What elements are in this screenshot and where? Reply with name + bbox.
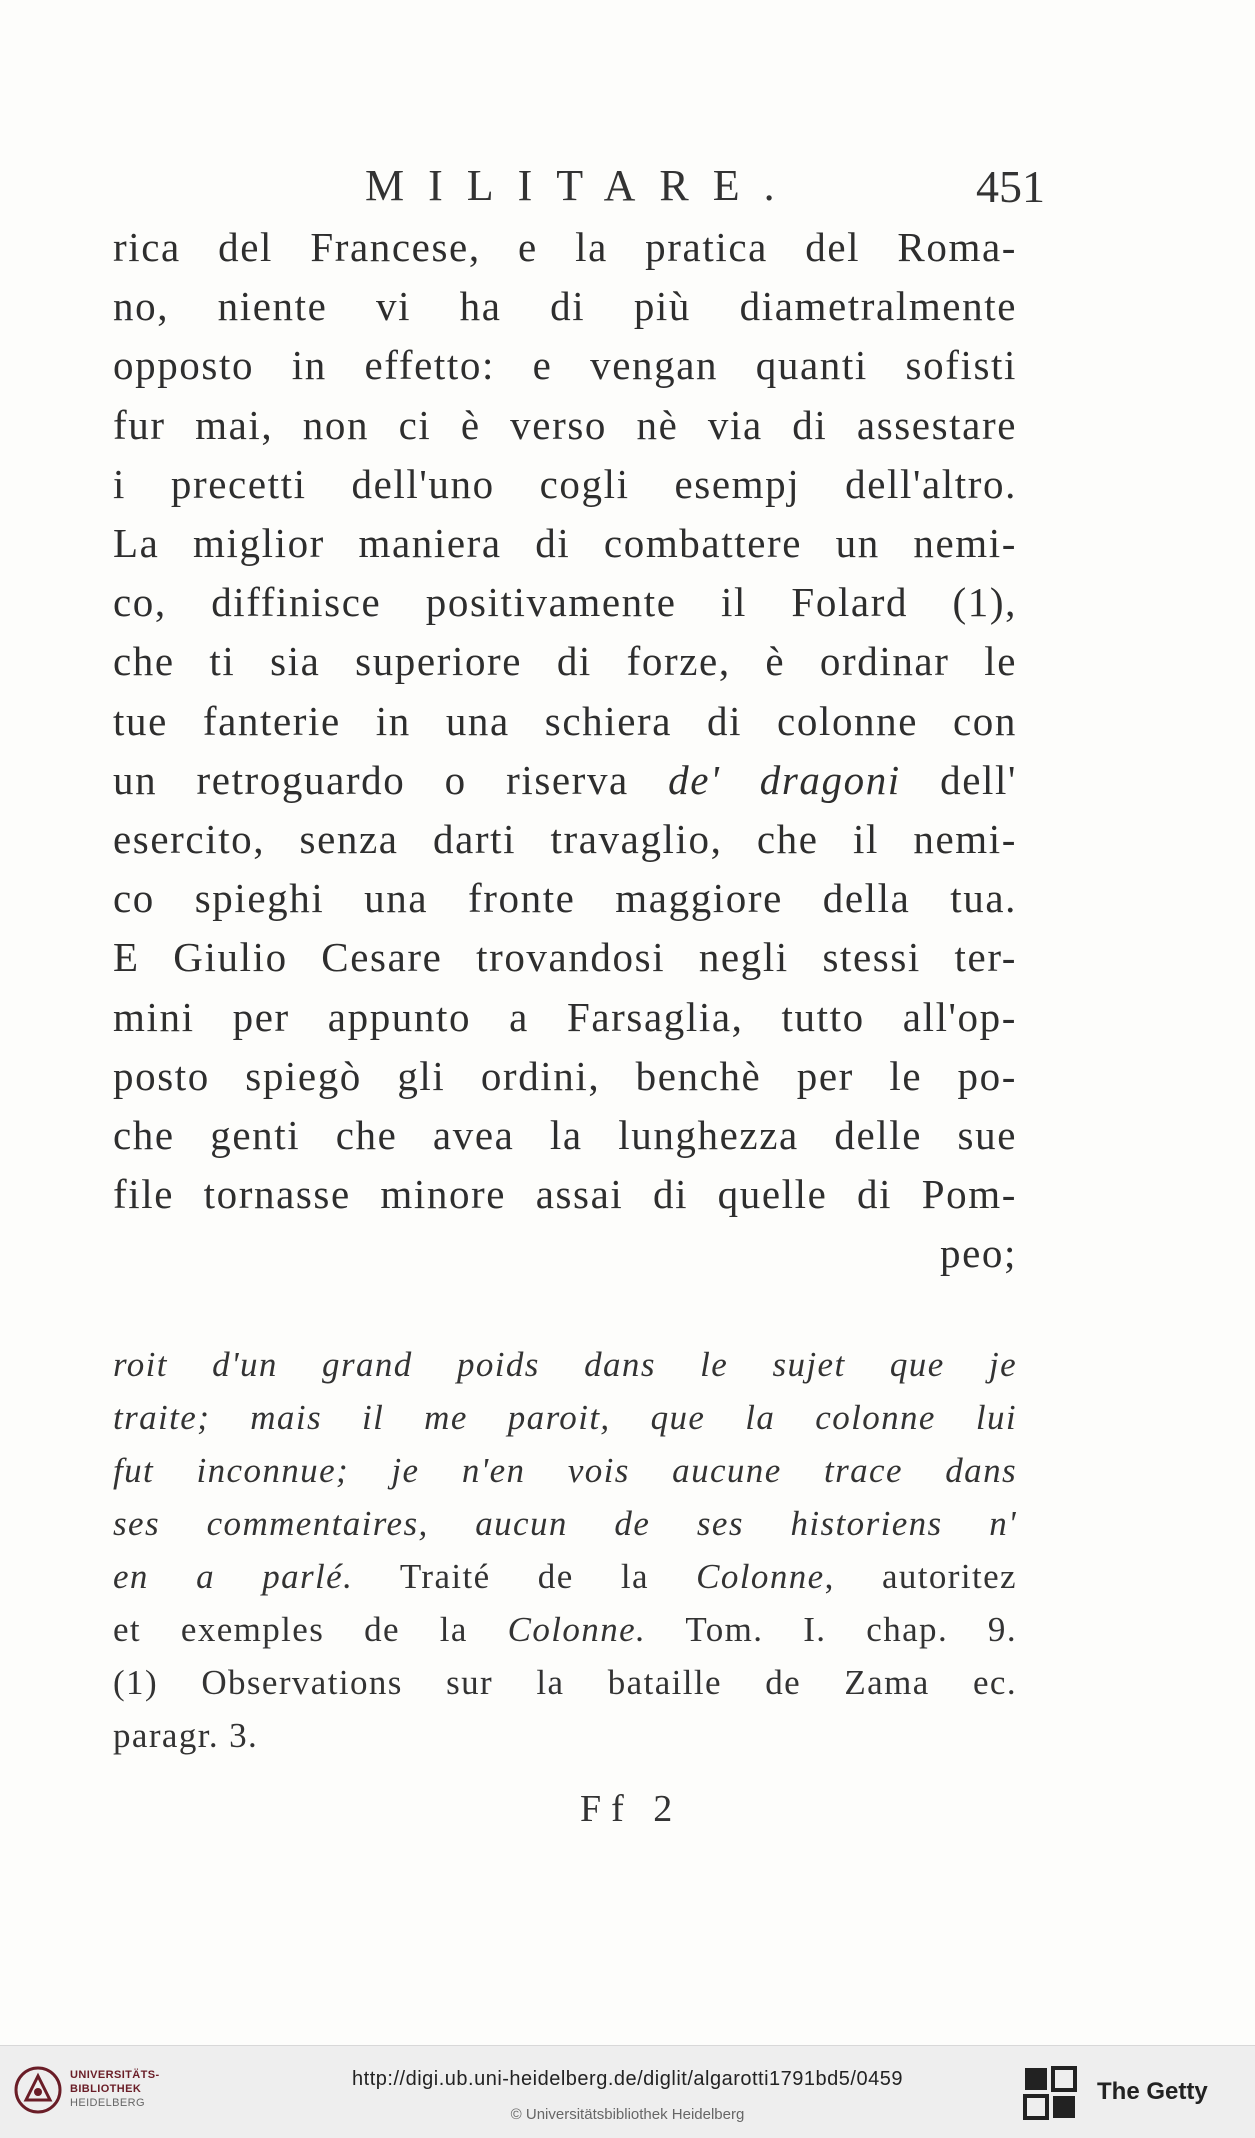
footnote-line: (1) Observations sur la bataille de Zama ec.: [113, 1663, 1017, 1702]
text-line: La miglior maniera di combattere un nemi-: [113, 520, 1017, 567]
text-segment: Tom. I. chap. 9.: [685, 1610, 1017, 1649]
text-line: fur mai, non ci è verso nè via di assestare: [113, 401, 1017, 448]
text-segment: , autoritez: [824, 1557, 1017, 1596]
text-line: posto spiegò gli ordini, benchè per le po-: [113, 1052, 1017, 1099]
italic-segment: en a parlé.: [113, 1557, 354, 1596]
footnote-line: fut inconnue; je n'en vois aucune trace dans: [113, 1451, 1017, 1490]
copyright-notice: © Universitätsbibliothek Heidelberg: [510, 2106, 745, 2123]
footnote-line: traite; mais il me paroit, que la colonne lui: [113, 1398, 1017, 1437]
library-name-line: HEIDELBERG: [70, 2097, 145, 2109]
footnote-line: ses commentaires, aucun de ses historiens n': [113, 1504, 1017, 1543]
text-line: opposto in effetto: e vengan quanti sofisti: [113, 342, 1017, 389]
text-line: rica del Francese, e la pratica del Roma-: [113, 224, 1017, 270]
footnote-line-mixed: [113, 1603, 1017, 1656]
text-line: co, diffinisce positivamente il Folard (1),: [113, 579, 1017, 626]
text-line: file tornasse minore assai di quelle di Pom-: [113, 1171, 1017, 1218]
italic-segment: Colonne: [696, 1557, 825, 1596]
viewer-footer: [0, 2045, 1255, 2138]
getty-logo[interactable]: [1021, 2064, 1241, 2122]
running-title: MILITARE.: [365, 161, 799, 210]
text-segment: un retroguardo o riserva: [113, 756, 629, 803]
footnote-line: paragr. 3.: [113, 1716, 259, 1755]
italic-segment: Colonne.: [507, 1610, 647, 1649]
catchword: peo;: [940, 1230, 1017, 1277]
text-segment: et exemples de la: [113, 1610, 468, 1649]
text-line-mixed: [113, 751, 1017, 810]
italic-term: de' dragoni: [668, 756, 901, 803]
text-line: tue fanterie in una schiera di colonne con: [113, 697, 1017, 744]
text-line: mini per appunto a Farsaglia, tutto all'op-: [113, 993, 1017, 1040]
footnote-line: roit d'un grand poids dans le sujet que je: [113, 1345, 1017, 1384]
text-line: i precetti dell'uno cogli esempj dell'altro.: [113, 460, 1017, 507]
library-name-line: BIBLIOTHEK: [70, 2083, 142, 2095]
footnotes: [113, 1338, 1017, 1762]
text-line: E Giulio Cesare trovandosi negli stessi ter-: [113, 934, 1017, 981]
text-line: co spieghi una fronte maggiore della tua.: [113, 875, 1017, 922]
getty-name: The Getty: [1097, 2078, 1208, 2105]
library-name-line: UNIVERSITÄTS-: [70, 2069, 160, 2081]
text-segment: dell': [940, 756, 1018, 803]
page-number: 451: [976, 161, 1045, 212]
text-line: no, niente vi ha di più diametralmente: [113, 283, 1017, 330]
footnote-line-mixed: [113, 1550, 1017, 1603]
text-segment: Traité de la: [399, 1557, 649, 1596]
text-line: esercito, senza darti travaglio, che il nemi-: [113, 816, 1017, 863]
text-line: che genti che avea la lunghezza delle sue: [113, 1112, 1017, 1159]
getty-icon: [1021, 2064, 1079, 2122]
permalink-link[interactable]: http://digi.ub.uni-heidelberg.de/diglit/algarotti1791bd5/0459: [352, 2068, 903, 2090]
text-line: che ti sia superiore di forze, è ordinar le: [113, 638, 1017, 685]
main-text: [113, 218, 1017, 1284]
signature-mark: Ff 2: [580, 1788, 683, 1830]
